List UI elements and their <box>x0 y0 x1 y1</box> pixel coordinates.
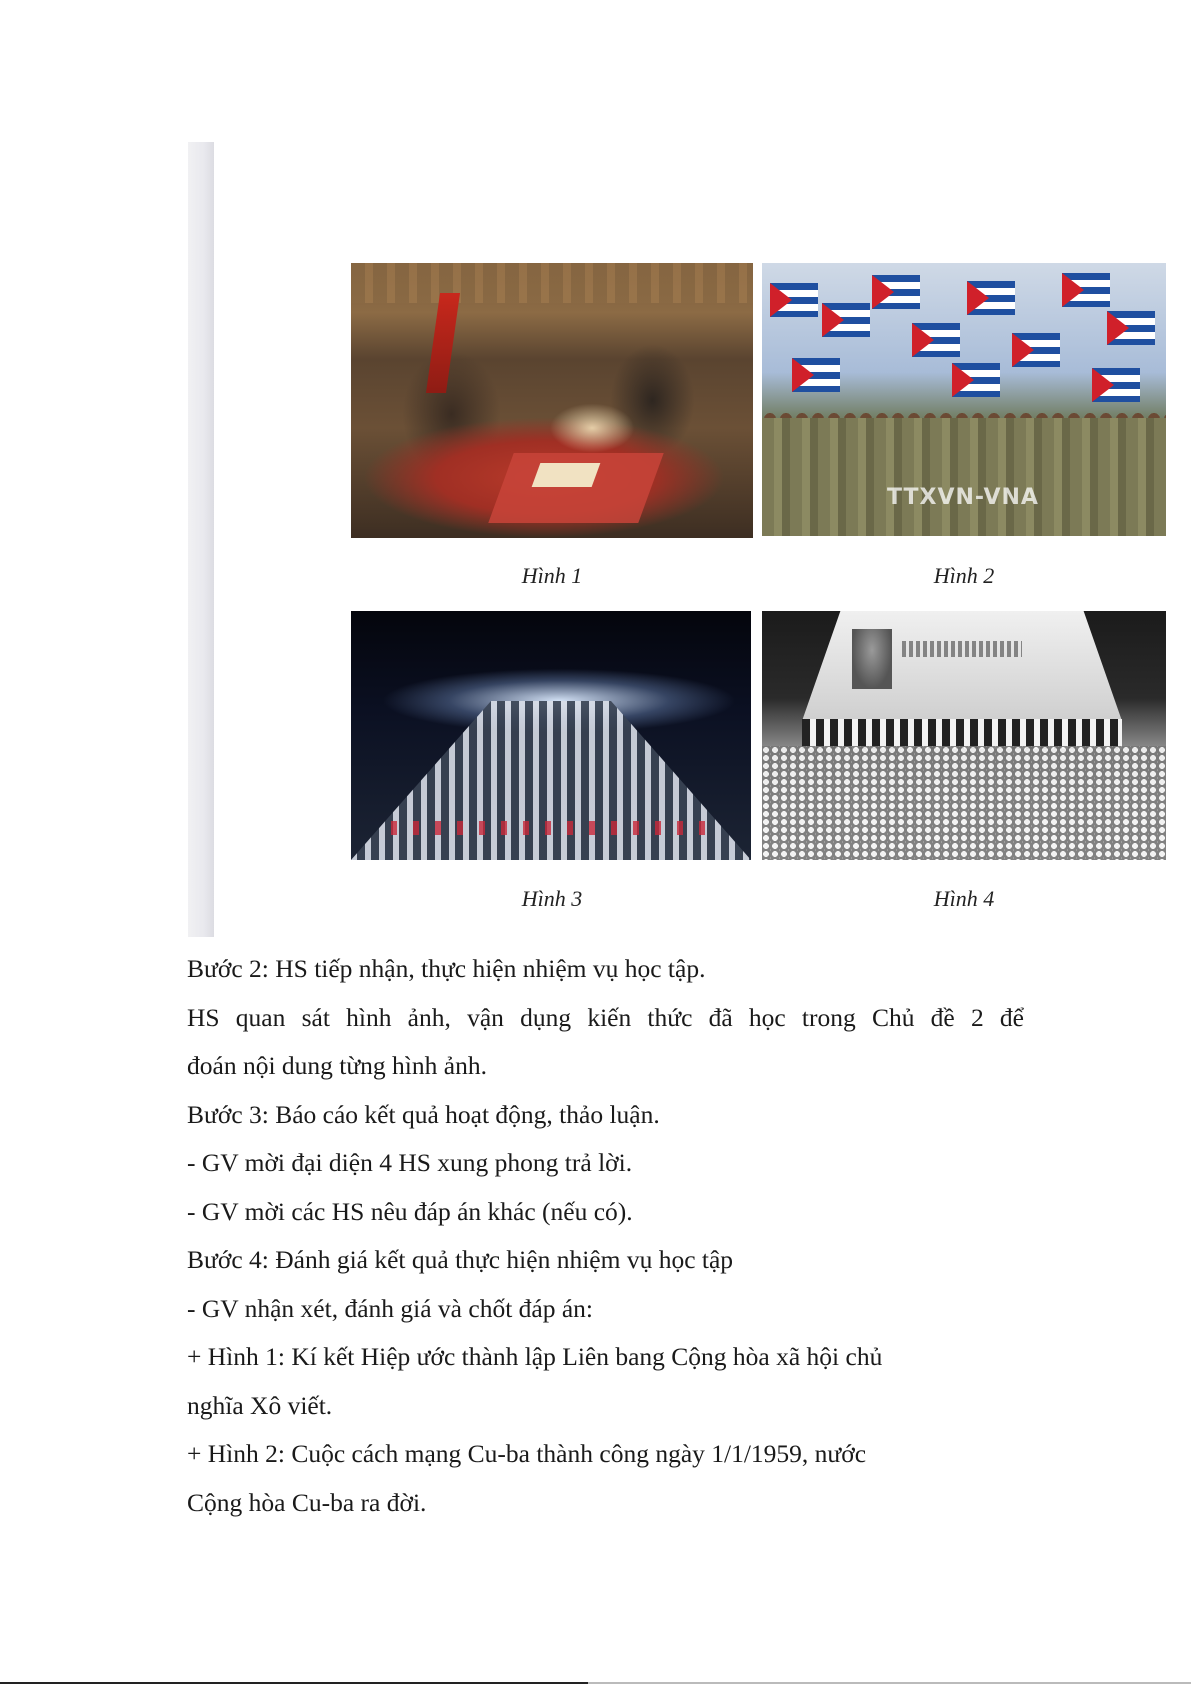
step-2-line: HS quan sát hình ảnh, vận dụng kiến thức đã học trong Chủ đề 2 để <box>187 1002 1024 1032</box>
figure-2-flag <box>1107 311 1155 345</box>
figure-1-image <box>351 263 753 538</box>
figure-1-caption: Hình 1 <box>521 563 583 588</box>
page-bottom-rule-right <box>588 1682 1191 1684</box>
step-2-line: đoán nội dung từng hình ảnh. <box>187 1051 487 1080</box>
step-2-heading: Bước 2: HS tiếp nhận, thực hiện nhiệm vụ học tập. <box>187 954 706 983</box>
figure-3-trains <box>351 701 751 860</box>
figure-1-balcony <box>351 263 753 303</box>
page-side-bar <box>188 142 214 937</box>
figure-4-presidium <box>802 719 1122 749</box>
figure-1-document <box>532 463 601 487</box>
answer-1-line: nghĩa Xô viết. <box>187 1390 333 1420</box>
step-4-heading: Bước 4: Đánh giá kết quả thực hiện nhiệm vụ học tập <box>187 1245 734 1274</box>
figure-2-watermark: TTXVN-VNA <box>887 485 1039 510</box>
figure-2-image <box>762 263 1166 536</box>
figure-2-flag <box>912 323 960 357</box>
figure-4-audience <box>762 746 1166 860</box>
figure-2-flag <box>792 358 840 392</box>
answer-2-line: Cộng hòa Cu-ba ra đời. <box>187 1487 427 1517</box>
step-3-item: - GV mời các HS nêu đáp án khác (nếu có). <box>187 1196 633 1226</box>
figure-2-soldiers <box>762 418 1166 536</box>
figure-4-caption: Hình 4 <box>933 886 995 911</box>
answer-1-line: + Hình 1: Kí kết Hiệp ước thành lập Liên bang Cộng hòa xã hội chủ <box>187 1342 883 1371</box>
figure-2-flag <box>1012 333 1060 367</box>
figure-2-flag <box>770 283 818 317</box>
step-3-item: - GV mời đại diện 4 HS xung phong trả lời. <box>187 1148 633 1177</box>
figure-3-train-noses <box>391 821 711 835</box>
figure-2-flag <box>1092 368 1140 402</box>
step-4-item: - GV nhận xét, đánh giá và chốt đáp án: <box>187 1293 593 1323</box>
figure-4-image <box>762 611 1166 860</box>
page-bottom-rule <box>0 1682 1191 1684</box>
figure-2-flag <box>822 303 870 337</box>
answer-2-line: + Hình 2: Cuộc cách mạng Cu-ba thành công ngày 1/1/1959, nước <box>187 1439 867 1468</box>
figure-3-caption: Hình 3 <box>521 886 583 911</box>
figure-3-image <box>351 611 751 860</box>
figure-1-red-flag <box>426 293 460 393</box>
figure-2-flag <box>872 275 920 309</box>
figure-4-banner <box>902 641 1022 657</box>
figure-2-flag <box>952 363 1000 397</box>
figure-4-stage <box>802 611 1122 721</box>
lesson-text <box>187 945 1027 1527</box>
figure-2-caption: Hình 2 <box>933 563 995 588</box>
figure-4-portrait <box>852 629 892 689</box>
figure-2-flag <box>1062 273 1110 307</box>
step-3-heading: Bước 3: Báo cáo kết quả hoạt động, thảo luận. <box>187 1099 660 1129</box>
figure-2-flag <box>967 281 1015 315</box>
